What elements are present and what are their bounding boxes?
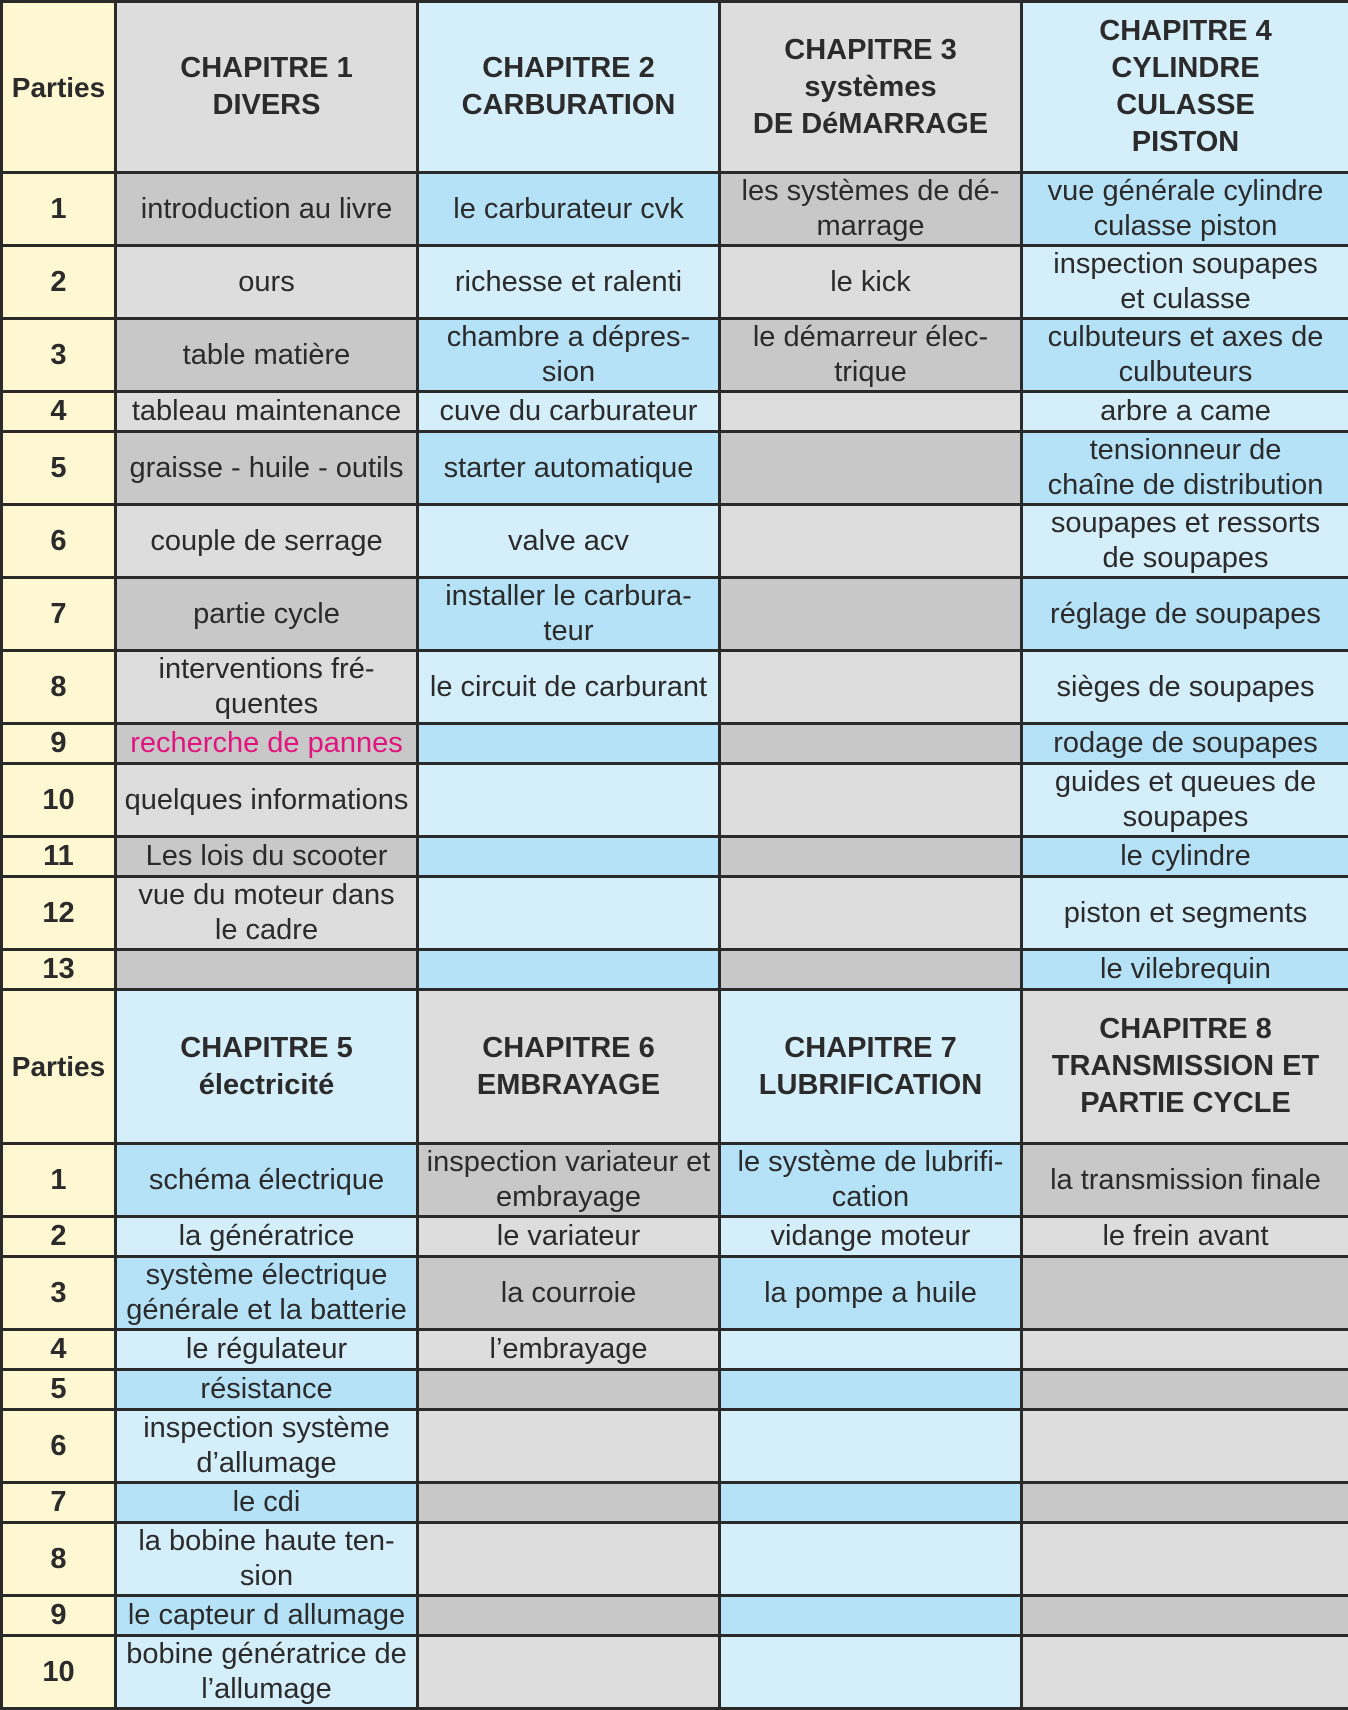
empty-cell	[418, 1410, 720, 1483]
empty-cell	[418, 724, 720, 764]
table-row	[2, 764, 1348, 837]
chapter-entry: rodage de soupapes	[1022, 724, 1348, 764]
parties-header: Parties	[2, 2, 116, 173]
part-number: 3	[2, 1257, 116, 1330]
part-number: 6	[2, 505, 116, 578]
part-number: 8	[2, 1523, 116, 1596]
part-number: 5	[2, 1370, 116, 1410]
empty-cell	[418, 950, 720, 990]
empty-cell	[418, 1370, 720, 1410]
table-row	[2, 1257, 1348, 1330]
chapter-entry-highlighted: recherche de pannes	[116, 724, 418, 764]
chapter-entry: la courroie	[418, 1257, 720, 1330]
chapter-header-3: CHAPITRE 3 systèmes DE DéMARRAGE	[720, 2, 1022, 173]
chapter-entry: tableau maintenance	[116, 392, 418, 432]
part-number: 8	[2, 651, 116, 724]
empty-cell	[418, 1596, 720, 1636]
part-number: 1	[2, 173, 116, 246]
table-row	[2, 1330, 1348, 1370]
empty-cell	[1022, 1483, 1348, 1523]
chapter-header-7: CHAPITRE 7 LUBRIFICATION	[720, 990, 1022, 1144]
chapter-entry: soupapes et ressorts de soupapes	[1022, 505, 1348, 578]
chapter-entry: interventions fré- quentes	[116, 651, 418, 724]
chapter-header-4: CHAPITRE 4 CYLINDRE CULASSE PISTON	[1022, 2, 1348, 173]
empty-cell	[720, 764, 1022, 837]
empty-cell	[720, 1483, 1022, 1523]
chapter-entry: la pompe a huile	[720, 1257, 1022, 1330]
chapter-entry: le capteur d allumage	[116, 1596, 418, 1636]
table-row	[2, 1483, 1348, 1523]
part-number: 1	[2, 1144, 116, 1217]
chapter-entry: le démarreur élec- trique	[720, 319, 1022, 392]
table-row	[2, 392, 1348, 432]
empty-cell	[418, 877, 720, 950]
chapter-entry: le circuit de carburant	[418, 651, 720, 724]
chapter-entry: le régulateur	[116, 1330, 418, 1370]
empty-cell	[720, 578, 1022, 651]
empty-cell	[1022, 1370, 1348, 1410]
table-row	[2, 432, 1348, 505]
table-row	[2, 319, 1348, 392]
table-row	[2, 877, 1348, 950]
chapter-entry: tensionneur de chaîne de distribution	[1022, 432, 1348, 505]
part-number: 5	[2, 432, 116, 505]
table-row	[2, 173, 1348, 246]
chapter-entry: vidange moteur	[720, 1217, 1022, 1257]
chapter-header-8: CHAPITRE 8 TRANSMISSION ET PARTIE CYCLE	[1022, 990, 1348, 1144]
empty-cell	[720, 432, 1022, 505]
chapter-header-5: CHAPITRE 5 électricité	[116, 990, 418, 1144]
chapter-entry: ours	[116, 246, 418, 319]
chapter-entry: culbuteurs et axes de culbuteurs	[1022, 319, 1348, 392]
chapter-entry: guides et queues de soupapes	[1022, 764, 1348, 837]
empty-cell	[720, 651, 1022, 724]
chapter-entry: piston et segments	[1022, 877, 1348, 950]
table-row	[2, 1144, 1348, 1217]
part-number: 2	[2, 246, 116, 319]
empty-cell	[1022, 1636, 1348, 1709]
chapter-entry: graisse - huile - outils	[116, 432, 418, 505]
header-row-2	[2, 990, 1348, 1144]
empty-cell	[720, 1330, 1022, 1370]
table-row	[2, 1636, 1348, 1709]
empty-cell	[1022, 1330, 1348, 1370]
empty-cell	[720, 950, 1022, 990]
header-row-1	[2, 2, 1348, 173]
table-row	[2, 1217, 1348, 1257]
part-number: 3	[2, 319, 116, 392]
table-row	[2, 950, 1348, 990]
chapter-entry: la bobine haute ten- sion	[116, 1523, 418, 1596]
empty-cell	[418, 1483, 720, 1523]
parties-header: Parties	[2, 990, 116, 1144]
table-row	[2, 578, 1348, 651]
chapter-entry: la transmission finale	[1022, 1144, 1348, 1217]
chapter-entry: couple de serrage	[116, 505, 418, 578]
part-number: 10	[2, 1636, 116, 1709]
empty-cell	[720, 1410, 1022, 1483]
chapter-entry: réglage de soupapes	[1022, 578, 1348, 651]
empty-cell	[720, 837, 1022, 877]
chapter-entry: partie cycle	[116, 578, 418, 651]
chapter-entry: schéma électrique	[116, 1144, 418, 1217]
empty-cell	[1022, 1523, 1348, 1596]
chapter-entry: starter automatique	[418, 432, 720, 505]
empty-cell	[720, 1370, 1022, 1410]
chapter-entry: bobine génératrice de l’allumage	[116, 1636, 418, 1709]
chapter-entry: richesse et ralenti	[418, 246, 720, 319]
table-row	[2, 246, 1348, 319]
part-number: 13	[2, 950, 116, 990]
empty-cell	[720, 724, 1022, 764]
chapter-entry: table matière	[116, 319, 418, 392]
chapter-entry: inspection variateur et embrayage	[418, 1144, 720, 1217]
chapter-entry: le système de lubrifi- cation	[720, 1144, 1022, 1217]
part-number: 12	[2, 877, 116, 950]
chapter-entry: inspection système d’allumage	[116, 1410, 418, 1483]
chapter-entry: arbre a came	[1022, 392, 1348, 432]
empty-cell	[1022, 1410, 1348, 1483]
empty-cell	[1022, 1596, 1348, 1636]
empty-cell	[720, 392, 1022, 432]
part-number: 10	[2, 764, 116, 837]
chapter-entry: le variateur	[418, 1217, 720, 1257]
part-number: 6	[2, 1410, 116, 1483]
chapter-entry: résistance	[116, 1370, 418, 1410]
part-number: 4	[2, 392, 116, 432]
chapter-entry: le vilebrequin	[1022, 950, 1348, 990]
chapter-entry: inspection soupapes et culasse	[1022, 246, 1348, 319]
chapter-entry: introduction au livre	[116, 173, 418, 246]
part-number: 9	[2, 724, 116, 764]
table-row	[2, 1370, 1348, 1410]
chapter-entry: la génératrice	[116, 1217, 418, 1257]
empty-cell	[116, 950, 418, 990]
chapter-header-2: CHAPITRE 2 CARBURATION	[418, 2, 720, 173]
part-number: 7	[2, 1483, 116, 1523]
empty-cell	[418, 764, 720, 837]
empty-cell	[418, 1636, 720, 1709]
empty-cell	[418, 837, 720, 877]
chapter-entry: sièges de soupapes	[1022, 651, 1348, 724]
empty-cell	[720, 877, 1022, 950]
chapter-header-6: CHAPITRE 6 EMBRAYAGE	[418, 990, 720, 1144]
chapter-entry: Les lois du scooter	[116, 837, 418, 877]
empty-cell	[418, 1523, 720, 1596]
chapter-entry: vue générale cylindre culasse piston	[1022, 173, 1348, 246]
part-number: 7	[2, 578, 116, 651]
table-row	[2, 1596, 1348, 1636]
chapter-entry: cuve du carburateur	[418, 392, 720, 432]
chapter-entry: quelques informations	[116, 764, 418, 837]
part-number: 2	[2, 1217, 116, 1257]
chapter-entry: l’embrayage	[418, 1330, 720, 1370]
chapter-entry: chambre a dépres- sion	[418, 319, 720, 392]
empty-cell	[720, 505, 1022, 578]
chapter-entry: valve acv	[418, 505, 720, 578]
table-row	[2, 837, 1348, 877]
chapter-entry: vue du moteur dans le cadre	[116, 877, 418, 950]
empty-cell	[720, 1596, 1022, 1636]
chapter-entry: le cdi	[116, 1483, 418, 1523]
table-row	[2, 1523, 1348, 1596]
chapter-entry: installer le carbura- teur	[418, 578, 720, 651]
part-number: 9	[2, 1596, 116, 1636]
chapter-entry: le frein avant	[1022, 1217, 1348, 1257]
chapter-header-1: CHAPITRE 1 DIVERS	[116, 2, 418, 173]
table-row	[2, 505, 1348, 578]
chapter-entry: le cylindre	[1022, 837, 1348, 877]
empty-cell	[720, 1636, 1022, 1709]
chapter-entry: le carburateur cvk	[418, 173, 720, 246]
chapter-entry: le kick	[720, 246, 1022, 319]
chapter-entry: système électrique générale et la batterie	[116, 1257, 418, 1330]
part-number: 11	[2, 837, 116, 877]
part-number: 4	[2, 1330, 116, 1370]
chapter-entry: les systèmes de dé- marrage	[720, 173, 1022, 246]
table-row	[2, 724, 1348, 764]
empty-cell	[720, 1523, 1022, 1596]
empty-cell	[1022, 1257, 1348, 1330]
table-row	[2, 651, 1348, 724]
table-row	[2, 1410, 1348, 1483]
